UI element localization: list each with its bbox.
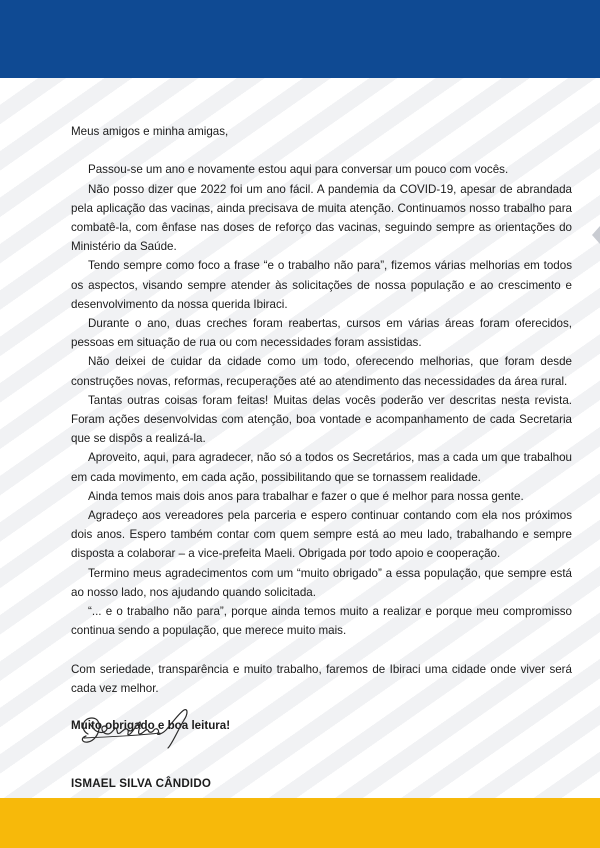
letter-paragraph: Agradeço aos vereadores pela parceria e espero continuar contando com ela nos próximos dois anos. Espero também contar com quem sempre está ao meu lado, trabalhando e sempre disposta a colaborar – a vice-prefeita Maeli. Obrigada por todo apoio e cooperação. — [71, 509, 572, 561]
handwritten-signature — [74, 700, 214, 760]
letter-paragraph: Aproveito, aqui, para agradecer, não só a todos os Secretários, mas a cada um que trabalhou em cada movimento, em cada ação, possibilitando que se tornassem realidade. — [71, 451, 572, 484]
letter-paragraph: Ainda temos mais dois anos para trabalhar e fazer o que é melhor para nossa gente. — [88, 489, 524, 503]
letter-paragraph: Não posso dizer que 2022 foi um ano fácil. A pandemia da COVID-19, apesar de abrandada pela aplicação das vacinas, ainda precisava de muita atenção. Continuamos nosso trabalho para combatê-la, com ênfase nas doses de reforço das vacinas, seguindo sempre as orientações do Ministério da Saúde. — [71, 182, 572, 254]
footer-band — [0, 798, 600, 848]
letter-thanks: Muito obrigado e boa leitura! — [71, 719, 231, 733]
letter-paragraph: Tantas outras coisas foram feitas! Muitas delas vocês poderão ver descritas nesta revista. Foram ações desenvolvidas com atenção, boa vontade e acompanhamento de cada Secretaria que se dispôs a realizá-la. — [71, 393, 572, 446]
letter-paragraph: “... e o trabalho não para”, porque ainda temos muito a realizar e porque meu compromisso continua sendo a população, que merece muito mais. — [71, 605, 572, 638]
header-band — [0, 0, 600, 78]
letter-greeting: Meus amigos e minha amigas, — [71, 125, 229, 138]
letter-paragraph: Termino meus agradecimentos com um “muito obrigado” a essa população, que sempre está ao nosso lado, nos ajudando quando solicitada. — [71, 566, 572, 599]
letter-paragraph: Tendo sempre como foco a frase “e o trabalho não para”, fizemos várias melhorias em todos os aspectos, visando sempre atender às solicitações de nossa população e ao crescimento e desenvolvimento da nossa querida Ibiraci. — [71, 259, 572, 311]
signer-name: ISMAEL SILVA CÂNDIDO — [71, 777, 212, 790]
letter-paragraph: Durante o ano, duas creches foram reabertas, cursos em várias áreas foram oferecidos, pessoas em situação de rua ou com necessidades foram assistidas. — [71, 317, 572, 350]
edge-triangle-mark — [592, 226, 600, 244]
letter-closing: Com seriedade, transparência e muito trabalho, faremos de Ibiraci uma cidade onde viver será cada vez melhor. — [71, 662, 572, 695]
letter-body — [71, 122, 572, 735]
letter-paragraph: Passou-se um ano e novamente estou aqui para conversar um pouco com vocês. — [88, 163, 509, 177]
letter-paragraph: Não deixei de cuidar da cidade como um todo, oferecendo melhorias, que foram desde construções novas, reformas, recuperações até ao atendimento das necessidades da área rural. — [71, 355, 572, 388]
